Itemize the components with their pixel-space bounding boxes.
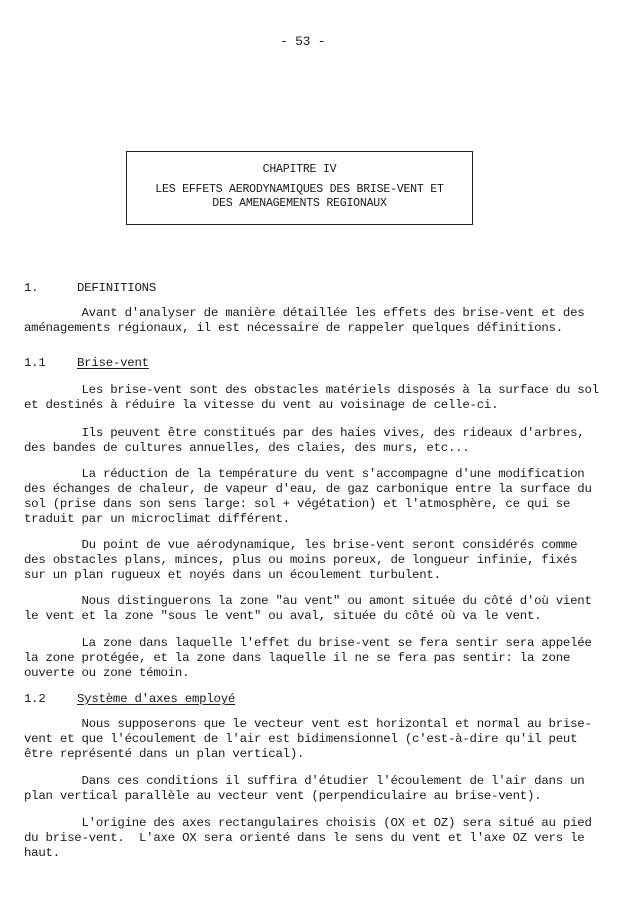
text-line: vent et que l'écoulement de l'air est bidimensionnel (c'est-à-dire qu'il peut (24, 732, 578, 746)
chapter-title-line-2: DES AMENAGEMENTS REGIONAUX (212, 197, 387, 210)
section-1-intro (24, 306, 604, 336)
text-line: être représenté dans un plan vertical). (24, 747, 305, 761)
text-line: La zone dans laquelle l'effet du brise-vent se fera sentir sera appelée (24, 636, 592, 650)
chapter-title-box (126, 151, 473, 225)
text-line: haut. (24, 846, 60, 860)
text-line: L'origine des axes rectangulaires choisis (OX et OZ) sera situé au pied (24, 816, 592, 830)
paragraph (24, 816, 604, 861)
section-1-title: DEFINITIONS (77, 281, 157, 295)
text-line: des échanges de chaleur, de vapeur d'eau, de gaz carbonique entre la surface du (24, 482, 592, 496)
paragraph (24, 467, 604, 527)
text-line: la zone protégée, et la zone dans laquelle il ne se fera pas sentir: la zone (24, 651, 571, 665)
paragraph (24, 426, 604, 456)
text-line: La réduction de la température du vent s'accompagne d'une modification (24, 467, 585, 481)
text-line: Nous supposerons que le vecteur vent est horizontal et normal au brise- (24, 717, 592, 731)
text-line: aménagements régionaux, il est nécessaire de rappeler quelques définitions. (24, 321, 563, 335)
chapter-label: CHAPITRE IV (262, 163, 337, 176)
text-line: des bandes de cultures annuelles, des claies, des murs, etc... (24, 441, 470, 455)
text-line: le vent et la zone "sous le vent" ou aval, située du côté où va le vent. (24, 609, 542, 623)
text-line: des obstacles plans, minces, plus ou moins poreux, de longueur infinie, fixés (24, 553, 578, 567)
text-line: du brise-vent. L'axe OX sera orienté dans le sens du vent et l'axe OZ vers le (24, 831, 585, 845)
paragraph (24, 774, 604, 804)
paragraph (24, 717, 604, 762)
paragraph (24, 383, 604, 413)
section-1-1-number: 1.1 (24, 356, 46, 370)
text-line: Dans ces conditions il suffira d'étudier l'écoulement de l'air dans un (24, 774, 585, 788)
text-line: Ils peuvent être constitués par des haies vives, des rideaux d'arbres, (24, 426, 585, 440)
section-1-1-title: Brise-vent (77, 356, 149, 370)
text-line: plan vertical parallèle au vecteur vent (perpendiculaire au brise-vent). (24, 789, 542, 803)
text-line: Nous distinguerons la zone "au vent" ou amont située du côté d'où vient (24, 594, 592, 608)
text-line: traduit par un microclimat différent. (24, 512, 290, 526)
paragraph (24, 594, 604, 624)
paragraph (24, 538, 604, 583)
section-1-2-title: Système d'axes employé (77, 692, 236, 706)
section-1-number: 1. (24, 281, 39, 295)
section-1-2-number: 1.2 (24, 692, 46, 706)
chapter-title-line-1: LES EFFETS AERODYNAMIQUES DES BRISE-VENT ET (155, 183, 444, 196)
text-line: Du point de vue aérodynamique, les brise-vent seront considérés comme (24, 538, 578, 552)
text-line: ouverte ou zone témoin. (24, 666, 190, 680)
text-line: Les brise-vent sont des obstacles matériels disposés à la surface du sol (24, 383, 599, 397)
text-line: et destinés à réduire la vitesse du vent au voisinage de celle-ci. (24, 398, 499, 412)
paragraph (24, 636, 604, 681)
text-line: sur un plan rugueux et noyés dans un écoulement turbulent. (24, 568, 441, 582)
page-number: - 53 - (280, 34, 326, 49)
text-line: sol (prise dans son sens large: sol + végétation) et l'atmosphère, ce qui se (24, 497, 571, 511)
text-line: Avant d'analyser de manière détaillée les effets des brise-vent et des (24, 306, 585, 320)
